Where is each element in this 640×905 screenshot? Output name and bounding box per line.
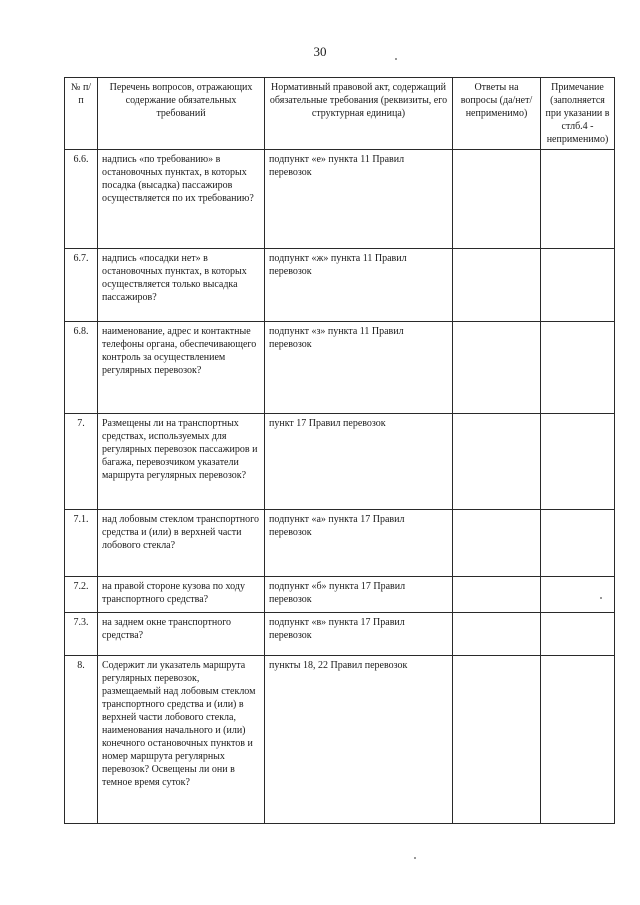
row-note-cell: [541, 150, 615, 249]
requirements-table: [64, 77, 615, 824]
row-note-cell: [541, 656, 615, 824]
row-question: на правой стороне кузова по ходу транспортного средства?: [98, 577, 265, 613]
header-act: Нормативный правовой акт, содержащий обязательные требования (реквизиты, его структурная единица): [265, 78, 453, 150]
row-legal-act: подпункт «б» пункта 17 Правил перевозок: [265, 577, 453, 613]
row-answer-cell: [453, 510, 541, 577]
row-question: надпись «по требованию» в остановочных пунктах, в которых посадка (высадка) пассажиров осуществляется по их требованию?: [98, 150, 265, 249]
header-note: Примечание (заполняется при указании в стлб.4 - неприменимо): [541, 78, 615, 150]
table-row: [65, 510, 615, 577]
row-number: 6.7.: [65, 249, 98, 322]
row-answer-cell: [453, 577, 541, 613]
row-legal-act: пункт 17 Правил перевозок: [265, 414, 453, 510]
scan-speck: [414, 857, 416, 859]
page-number: 30: [313, 44, 327, 59]
table-row: [65, 577, 615, 613]
row-legal-act: подпункт «з» пункта 11 Правил перевозок: [265, 322, 453, 414]
row-note-cell: [541, 414, 615, 510]
row-note-cell: [541, 613, 615, 656]
row-number: 6.6.: [65, 150, 98, 249]
scan-speck: [600, 597, 602, 599]
row-number: 7.2.: [65, 577, 98, 613]
header-num: № п/п: [65, 78, 98, 150]
row-question: наименование, адрес и контактные телефоны органа, обеспечивающего контроль за осуществлением регулярных перевозок?: [98, 322, 265, 414]
row-legal-act: подпункт «а» пункта 17 Правил перевозок: [265, 510, 453, 577]
table-row: [65, 150, 615, 249]
table-row: [65, 414, 615, 510]
table-header-row: [65, 78, 615, 150]
row-answer-cell: [453, 656, 541, 824]
row-question: над лобовым стеклом транспортного средства и (или) в верхней части лобового стекла?: [98, 510, 265, 577]
row-number: 7.3.: [65, 613, 98, 656]
row-question: Размещены ли на транспортных средствах, используемых для регулярных перевозок пассажиров и багажа, перевозчиком указатели маршрута регулярных перевозок?: [98, 414, 265, 510]
row-answer-cell: [453, 150, 541, 249]
row-answer-cell: [453, 322, 541, 414]
row-note-cell: [541, 510, 615, 577]
table-row: [65, 322, 615, 414]
row-number: 7.: [65, 414, 98, 510]
row-number: 6.8.: [65, 322, 98, 414]
row-question: на заднем окне транспортного средства?: [98, 613, 265, 656]
table-body: [65, 150, 615, 824]
row-question: надпись «посадки нет» в остановочных пунктах, в которых осуществляется только высадка пассажиров?: [98, 249, 265, 322]
table-row: [65, 656, 615, 824]
row-note-cell: [541, 322, 615, 414]
row-note-cell: [541, 249, 615, 322]
table-row: [65, 249, 615, 322]
header-answer: Ответы на вопросы (да/нет/неприменимо): [453, 78, 541, 150]
header-question: Перечень вопросов, отражающих содержание обязательных требований: [98, 78, 265, 150]
row-legal-act: подпункт «е» пункта 11 Правил перевозок: [265, 150, 453, 249]
row-number: 7.1.: [65, 510, 98, 577]
row-question: Содержит ли указатель маршрута регулярных перевозок, размещаемый над лобовым стеклом транспортного средства и (или) в верхней части лобового стекла, наименования начального и (или) конечного остановочных пунктов и номер маршрута регулярных перевозок? Освещены ли они в темное время суток?: [98, 656, 265, 824]
table-row: [65, 613, 615, 656]
row-answer-cell: [453, 613, 541, 656]
row-number: 8.: [65, 656, 98, 824]
row-legal-act: подпункт «в» пункта 17 Правил перевозок: [265, 613, 453, 656]
scan-speck: [395, 58, 397, 60]
row-legal-act: пункты 18, 22 Правил перевозок: [265, 656, 453, 824]
row-legal-act: подпункт «ж» пункта 11 Правил перевозок: [265, 249, 453, 322]
row-answer-cell: [453, 249, 541, 322]
row-note-cell: [541, 577, 615, 613]
row-answer-cell: [453, 414, 541, 510]
